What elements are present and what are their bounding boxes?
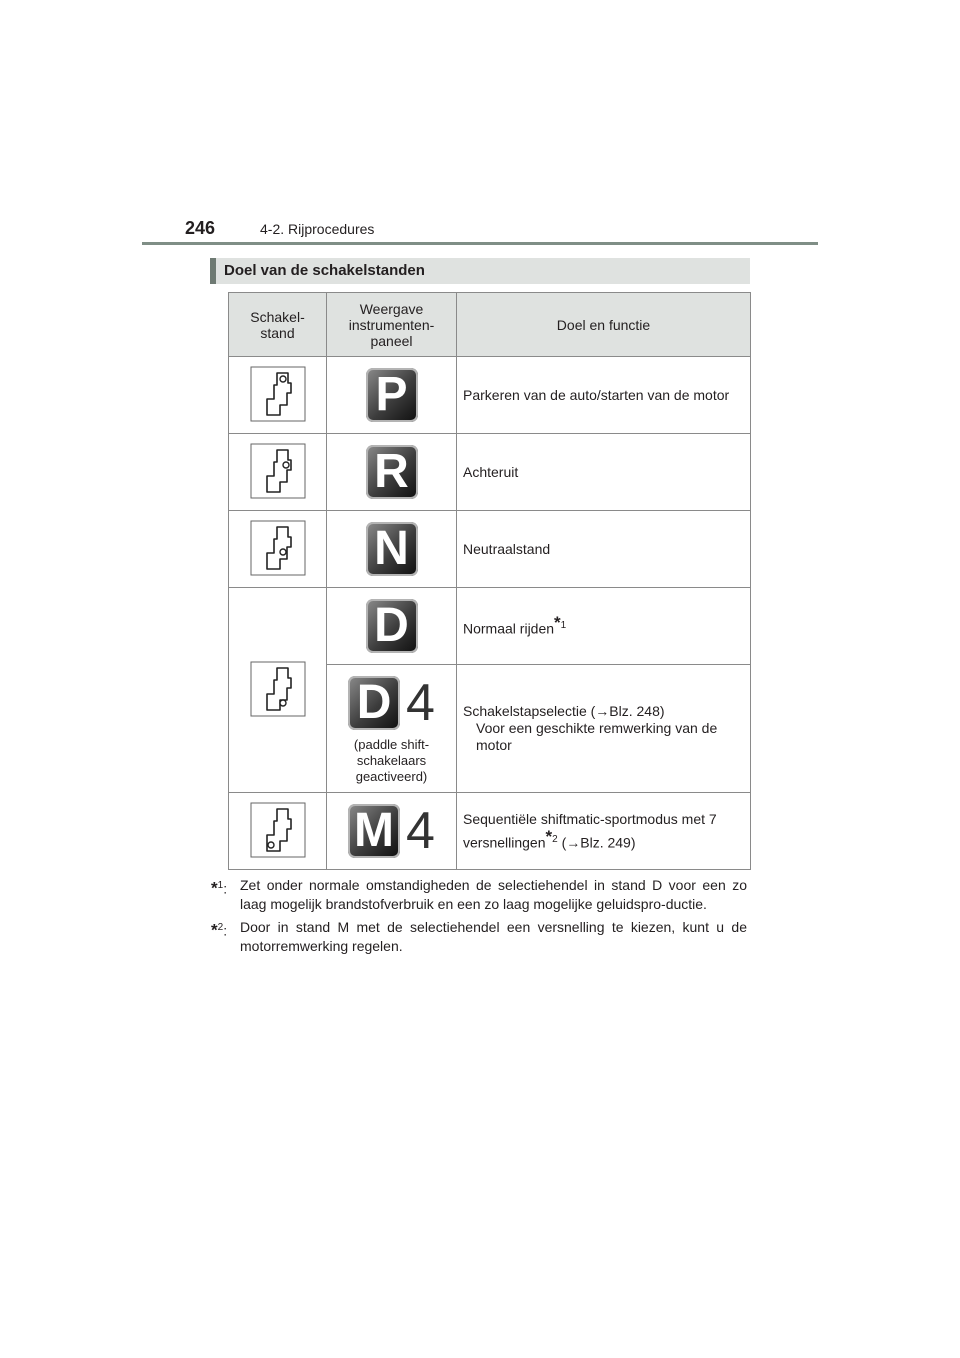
indicator-cell (327, 793, 457, 870)
table-row (229, 793, 751, 870)
indicator-d4-badge: D (348, 676, 400, 730)
table-row (229, 511, 751, 588)
gate-cell (229, 793, 327, 870)
gate-cell (229, 434, 327, 511)
description-cell: Neutraalstand (457, 511, 751, 588)
col-header-shift-position: Schakel- stand (229, 293, 327, 357)
indicator-r-badge: R (366, 445, 418, 499)
section-heading (210, 258, 750, 284)
gear-number: 4 (406, 802, 435, 860)
table-row (229, 434, 751, 511)
table-row (229, 357, 751, 434)
section-title: 4-2. Rijprocedures (260, 221, 375, 237)
indicator-m4-badge: M (348, 804, 400, 858)
indicator-cell (327, 588, 457, 665)
gate-cell (229, 511, 327, 588)
header-rule (142, 242, 818, 245)
indicator-p-badge: P (366, 368, 418, 422)
description-cell: Parkeren van de auto/starten van de motor (457, 357, 751, 434)
col-header-indicator: Weergave instrumenten- paneel (327, 293, 457, 357)
indicator-caption: (paddle shift- schakelaars geactiveerd) (353, 736, 430, 784)
footnote: *$^2$: Door in stand M met de selectiehendel een versnelling te kiezen, kunt u de motorremwerking regelen. (211, 919, 747, 954)
table-row (229, 588, 751, 665)
shift-gate-d-icon (250, 661, 306, 717)
shift-gate-p-icon (250, 366, 306, 422)
indicator-n-badge: N (366, 522, 418, 576)
shift-gate-r-icon (250, 443, 306, 499)
description-cell: Sequentiële shiftmatic-sportmodus met 7 versnellingen$^{*2}$ (→Blz. 249) (457, 793, 751, 870)
shift-positions-table (228, 292, 751, 870)
gate-cell (229, 588, 327, 793)
footnote: *$^1$: Zet onder normale omstandigheden de selectiehendel in stand D voor een zo laag mogelijk brandstofverbruik en een zo laag mogelijke geluidspro-ductie. (211, 877, 747, 912)
description-cell: Normaal rijden$^{*1}$ (457, 588, 751, 665)
col-header-purpose: Doel en functie (457, 293, 751, 357)
indicator-cell (327, 357, 457, 434)
heading-accent-bar (210, 258, 216, 284)
shift-gate-n-icon (250, 520, 306, 576)
page-number: 246 (185, 218, 216, 238)
description-cell: Achteruit (457, 434, 751, 511)
table-header-row (229, 293, 751, 357)
heading-text: Doel van de schakelstanden (224, 262, 425, 279)
gate-cell (229, 357, 327, 434)
indicator-d-badge: D (366, 599, 418, 653)
footnotes (211, 876, 747, 960)
indicator-cell (327, 434, 457, 511)
gear-number: 4 (406, 673, 435, 732)
indicator-cell (327, 511, 457, 588)
indicator-cell (327, 665, 457, 793)
shift-gate-m-icon (250, 802, 306, 858)
description-cell: Schakelstapselectie (→Blz. 248) Voor een geschikte remwerking van de motor (457, 665, 751, 793)
